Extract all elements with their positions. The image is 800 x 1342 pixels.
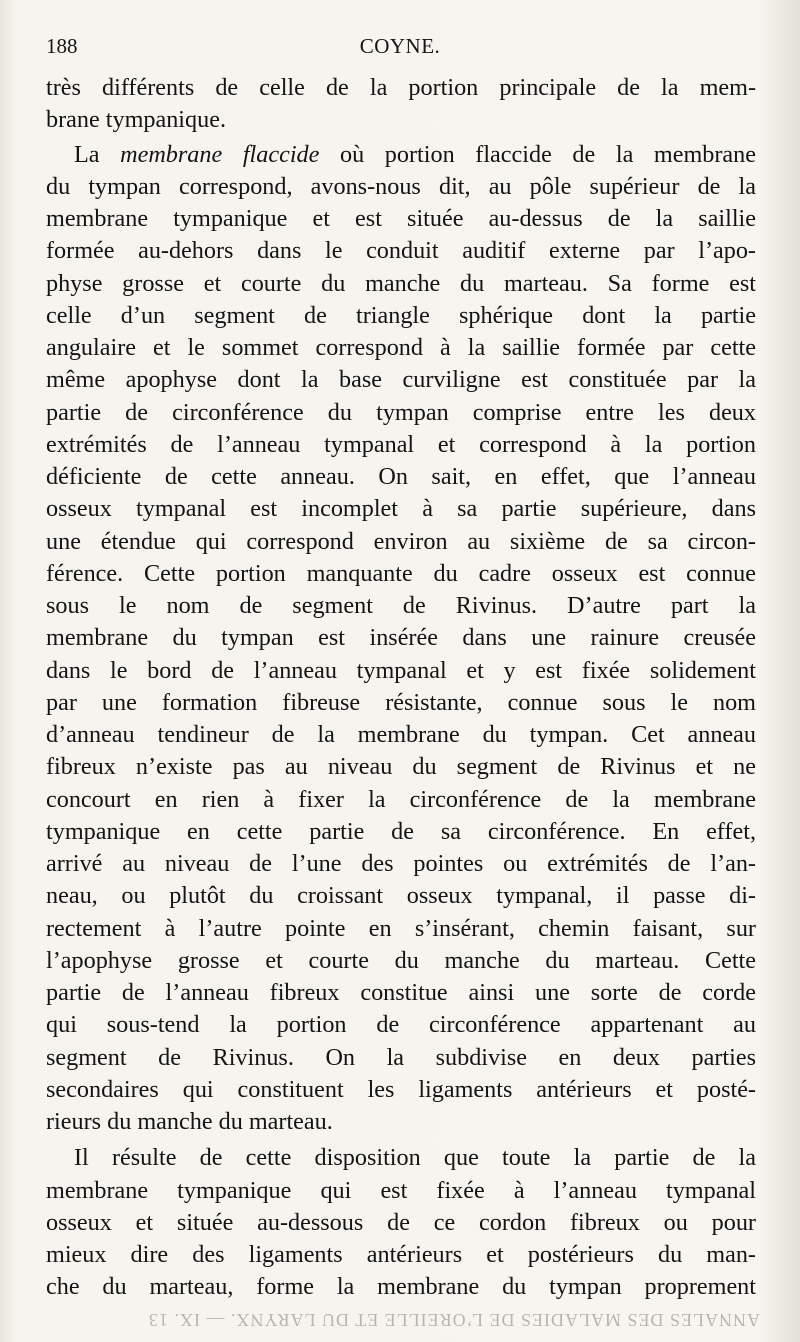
text-line: d’anneau tendineur de la membrane du tympan. Cet anneau bbox=[46, 721, 756, 748]
text-line: arrivé au niveau de l’une des pointes ou extrémités de l’an- bbox=[46, 850, 756, 877]
text-line: brane tympanique. bbox=[46, 106, 227, 134]
text-line: très différents de celle de la portion principale de la mem- bbox=[46, 74, 756, 101]
text-line: membrane du tympan est insérée dans une rainure creusée bbox=[46, 624, 756, 652]
paragraph bbox=[46, 139, 756, 1139]
paragraph bbox=[46, 72, 756, 137]
italic-term: membrane flaccide bbox=[120, 140, 320, 168]
text-line: fibreux n’existe pas au niveau du segment de Rivinus et ne bbox=[46, 753, 756, 781]
text-line: neau, ou plutôt du croissant osseux tympanal, il passe di- bbox=[46, 882, 756, 910]
page-number: 188 bbox=[46, 34, 78, 58]
text-line: Il résulte de cette disposition que toute la partie de la bbox=[74, 1144, 756, 1172]
text-fragment: La bbox=[74, 140, 121, 168]
text-line: qui sous-tend la portion de circonférence appartenant au bbox=[46, 1011, 756, 1039]
text-line: férence. Cette portion manquante du cadre osseux est connue bbox=[46, 559, 756, 587]
text-line: tympanique en cette partie de sa circonférence. En effet, bbox=[46, 817, 756, 845]
page-header bbox=[46, 34, 756, 62]
text-line: mieux dire des ligaments antérieurs et postérieurs du man- bbox=[46, 1241, 756, 1268]
text-line: osseux et située au-dessous de ce cordon fibreux ou pour bbox=[46, 1208, 756, 1236]
text-line: rectement à l’autre pointe en s’insérant, chemin faisant, sur bbox=[46, 914, 756, 942]
text-line: une étendue qui correspond environ au sixième de sa circon- bbox=[46, 527, 756, 555]
text-line: du tympan correspond, avons-nous dit, au pôle supérieur de la bbox=[46, 172, 756, 200]
text-line: dans le bord de l’anneau tympanal et y est fixée solidement bbox=[46, 656, 756, 684]
text-line: extrémités de l’anneau tympanal et correspond à la portion bbox=[46, 430, 756, 458]
bleed-through-footer: ANNALES DES MALADIES DE L’OREILLE ET DU LARYNX. — IX. 13 bbox=[148, 1310, 760, 1330]
text-line: rieurs du manche du marteau. bbox=[46, 1108, 333, 1135]
text-line: sous le nom de segment de Rivinus. D’autre part la bbox=[46, 592, 756, 619]
text-line: par une formation fibreuse résistante, connue sous le nom bbox=[46, 688, 756, 716]
text-line: osseux tympanal est incomplet à sa partie supérieure, dans bbox=[46, 495, 756, 523]
text-line: formée au-dehors dans le conduit auditif externe par l’apo- bbox=[46, 237, 756, 265]
text-line: l’apophyse grosse et courte du manche du marteau. Cette bbox=[46, 946, 756, 974]
text-line: che du marteau, forme la membrane du tympan proprement bbox=[46, 1273, 756, 1301]
running-head: COYNE. bbox=[359, 34, 441, 58]
text-line: membrane tympanique qui est fixée à l’anneau tympanal bbox=[46, 1176, 756, 1204]
text-line: membrane tympanique et est située au-dessus de la saillie bbox=[46, 205, 756, 232]
text-line: secondaires qui constituent les ligaments antérieurs et posté- bbox=[46, 1075, 756, 1103]
text-line: concourt en rien à fixer la circonférence de la membrane bbox=[46, 785, 756, 813]
text-line: déficiente de cette anneau. On sait, en effet, que l’anneau bbox=[46, 463, 756, 490]
text-fragment: où portion flaccide de la membrane bbox=[319, 140, 756, 168]
text-line-with-italic bbox=[46, 139, 756, 171]
text-line: partie de l’anneau fibreux constitue ainsi une sorte de corde bbox=[46, 979, 756, 1006]
text-line: partie de circonférence du tympan comprise entre les deux bbox=[46, 398, 756, 426]
text-line: angulaire et le sommet correspond à la saillie formée par cette bbox=[46, 334, 756, 361]
paragraph bbox=[46, 1142, 756, 1303]
text-line: physe grosse et courte du manche du marteau. Sa forme est bbox=[46, 269, 756, 297]
body-text bbox=[46, 72, 756, 1304]
text-line: segment de Rivinus. On la subdivise en deux parties bbox=[46, 1043, 756, 1071]
text-line: même apophyse dont la base curviligne est constituée par la bbox=[46, 366, 756, 394]
text-line: celle d’un segment de triangle sphérique dont la partie bbox=[46, 301, 756, 329]
